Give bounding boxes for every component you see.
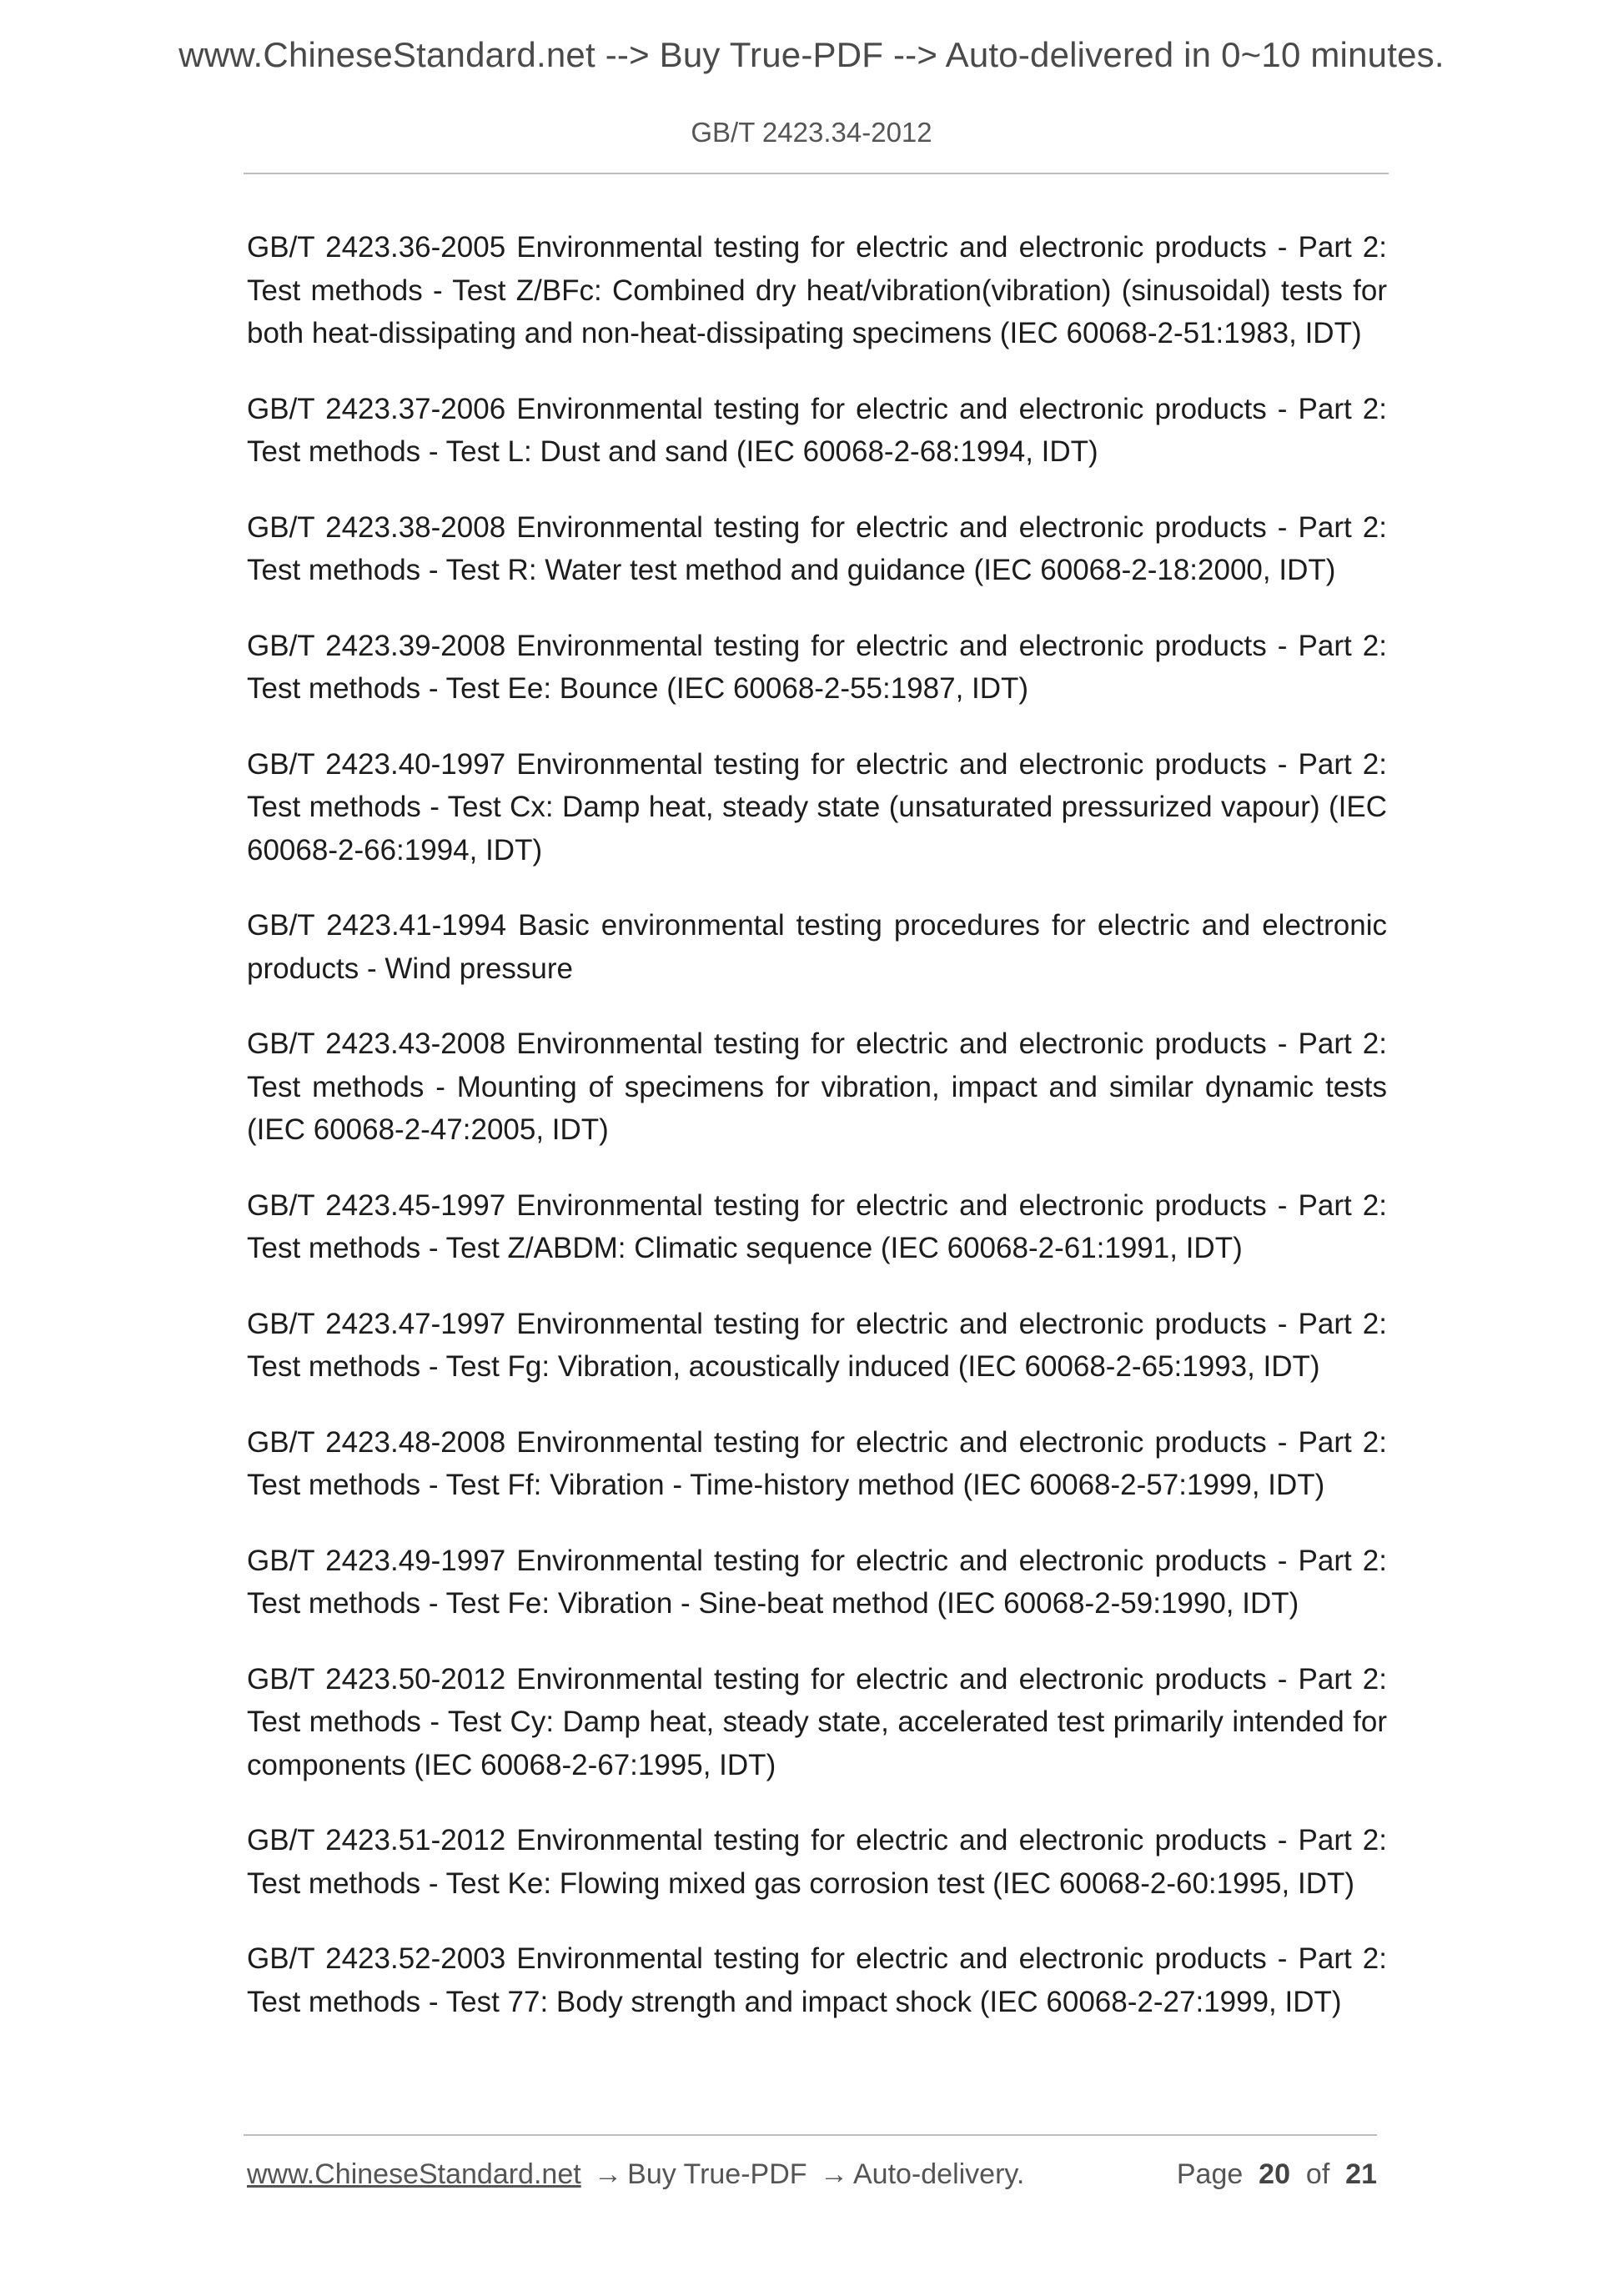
header-divider [244,173,1389,174]
reference-entry: GB/T 2423.52-2003 Environmental testing for electric and electronic products - Part 2: Test methods - Test 77: Body strength and impact shock (IEC 60068-2-27:1999, IDT) [247,1942,1387,2018]
site-banner: www.ChineseStandard.net --> Buy True-PDF --> Auto-delivered in 0~10 minutes. [178,35,1445,74]
page-footer [247,2158,1377,2200]
arrow-right-icon: → [594,2158,623,2190]
reference-entry: GB/T 2423.43-2008 Environmental testing for electric and electronic products - Part 2: Test methods - Mounting of specimens for vibration, impact and similar dynamic tests (IEC 60068-2-47:2005, IDT) [247,1027,1387,1146]
total-page-number: 21 [1345,2158,1377,2190]
reference-entry: GB/T 2423.40-1997 Environmental testing for electric and electronic products - Part 2: Test methods - Test Cx: Damp heat, steady state (unsaturated pressurized vapour) (IEC 60068-2-66:1994, IDT) [247,747,1387,867]
footer-divider [244,2134,1377,2136]
site-link[interactable]: www.ChineseStandard.net [247,2158,581,2190]
page-indicator [1177,2158,1377,2191]
page-of-label: of [1305,2158,1330,2190]
current-page-number: 20 [1259,2158,1290,2190]
reference-entry: GB/T 2423.45-1997 Environmental testing for electric and electronic products - Part 2: Test methods - Test Z/ABDM: Climatic sequence (IEC 60068-2-61:1991, IDT) [247,1188,1387,1264]
buy-pdf-text: Buy True-PDF [627,2158,807,2190]
reference-entry: GB/T 2423.36-2005 Environmental testing for electric and electronic products - Part 2: Test methods - Test Z/BFc: Combined dry heat/vibration(vibration) (sinusoidal) tests for both heat-dissipating and non-heat-dissipating specimens (IEC 60068-2-51:1983, IDT) [247,231,1387,349]
reference-entry: GB/T 2423.39-2008 Environmental testing for electric and electronic products - Part 2: Test methods - Test Ee: Bounce (IEC 60068-2-55:1987, IDT) [247,629,1387,705]
document-code: GB/T 2423.34-2012 [691,117,932,148]
reference-entry: GB/T 2423.47-1997 Environmental testing for electric and electronic products - Part 2: Test methods - Test Fg: Vibration, acoustically induced (IEC 60068-2-65:1993, IDT) [247,1307,1387,1383]
reference-entry: GB/T 2423.51-2012 Environmental testing for electric and electronic products - Part 2: Test methods - Test Ke: Flowing mixed gas corrosion test (IEC 60068-2-60:1995, IDT) [247,1824,1387,1900]
reference-entry: GB/T 2423.38-2008 Environmental testing for electric and electronic products - Part 2: Test methods - Test R: Water test method and guidance (IEC 60068-2-18:2000, IDT) [247,510,1387,586]
reference-entry: GB/T 2423.41-1994 Basic environmental testing procedures for electric and electronic products - Wind pressure [247,909,1387,985]
arrow-right-icon: → [819,2158,848,2190]
reference-entry: GB/T 2423.48-2008 Environmental testing for electric and electronic products - Part 2: Test methods - Test Ff: Vibration - Time-history method (IEC 60068-2-57:1999, IDT) [247,1425,1387,1501]
page-label: Page [1176,2158,1244,2190]
reference-list [247,226,1387,2056]
reference-entry: GB/T 2423.37-2006 Environmental testing for electric and electronic products - Part 2: Test methods - Test L: Dust and sand (IEC 60068-2-68:1994, IDT) [247,392,1387,468]
auto-delivery-text: Auto-delivery. [852,2158,1025,2190]
reference-entry: GB/T 2423.49-1997 Environmental testing for electric and electronic products - Part 2: Test methods - Test Fe: Vibration - Sine-beat method (IEC 60068-2-59:1990, IDT) [247,1544,1387,1620]
reference-entry: GB/T 2423.50-2012 Environmental testing for electric and electronic products - Part 2: Test methods - Test Cy: Damp heat, steady state, accelerated test primarily intended for components (IEC 60068-2-67:1995, IDT) [247,1662,1387,1781]
footer-promo [247,2158,1024,2191]
